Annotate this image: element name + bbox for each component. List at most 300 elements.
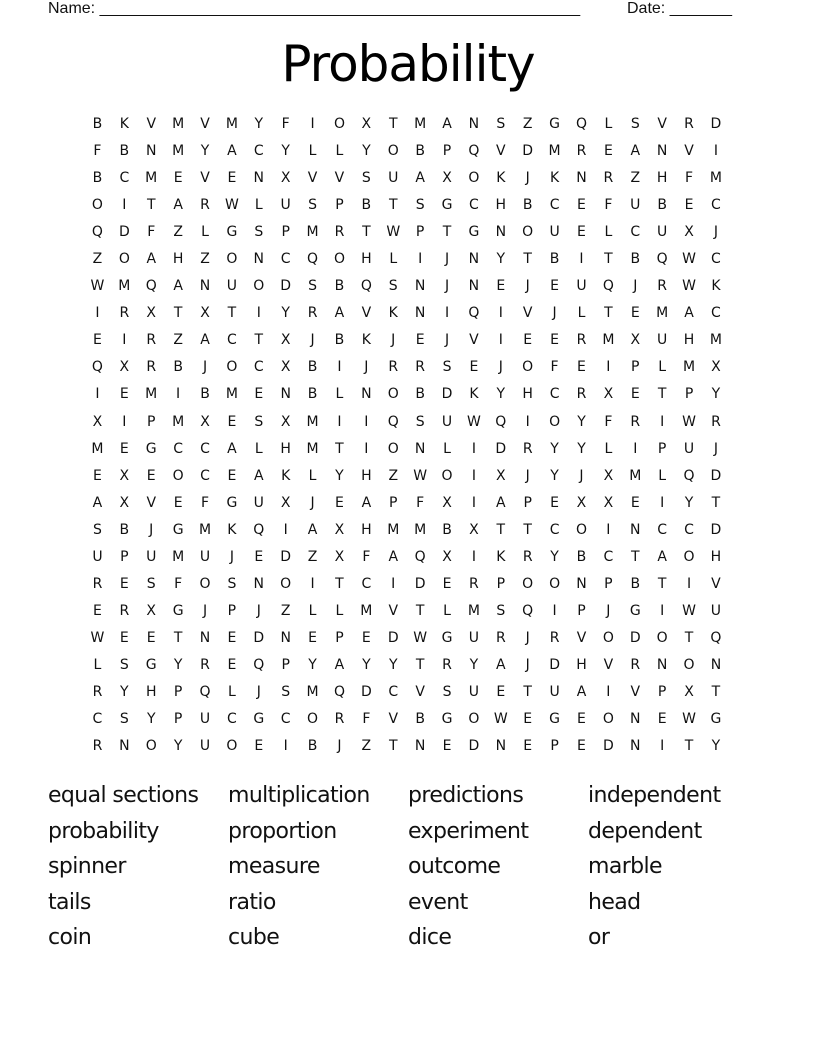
grid-cell[interactable]: I [606, 683, 611, 700]
grid-cell[interactable]: A [361, 494, 372, 511]
grid-cell[interactable]: S [227, 575, 237, 592]
grid-cell[interactable]: V [146, 116, 157, 132]
grid-cell[interactable]: J [606, 602, 611, 619]
grid-cell[interactable]: T [388, 116, 398, 132]
grid-cell[interactable]: I [471, 440, 476, 457]
grid-cell[interactable]: M [414, 116, 427, 132]
grid-cell[interactable]: I [471, 548, 476, 565]
grid-cell[interactable]: M [306, 683, 319, 700]
grid-cell[interactable]: O [549, 413, 561, 430]
grid-cell[interactable]: G [549, 116, 561, 132]
grid-cell[interactable]: D [118, 224, 130, 241]
grid-cell[interactable]: T [335, 440, 344, 457]
grid-cell[interactable]: R [684, 116, 694, 132]
grid-cell[interactable]: B [307, 738, 318, 755]
grid-cell[interactable]: M [145, 170, 158, 187]
grid-cell[interactable]: Y [281, 305, 290, 322]
grid-cell[interactable]: T [684, 738, 694, 755]
grid-cell[interactable]: U [468, 629, 480, 646]
grid-cell[interactable]: O [683, 548, 695, 565]
grid-cell[interactable]: R [334, 711, 345, 728]
grid-cell[interactable]: G [441, 629, 453, 646]
grid-cell[interactable]: Q [575, 116, 587, 132]
grid-cell[interactable]: K [711, 278, 721, 295]
grid-cell[interactable]: Y [550, 467, 559, 484]
grid-cell[interactable]: N [576, 575, 587, 592]
grid-cell[interactable]: U [226, 278, 238, 295]
grid-cell[interactable]: G [145, 440, 157, 457]
grid-cell[interactable]: N [468, 116, 480, 132]
grid-cell[interactable]: R [415, 359, 425, 376]
grid-cell[interactable]: E [496, 683, 506, 700]
grid-cell[interactable]: P [684, 386, 694, 403]
grid-cell[interactable]: H [522, 386, 533, 403]
grid-cell[interactable]: O [522, 359, 534, 376]
grid-cell[interactable]: Z [307, 548, 318, 565]
grid-cell[interactable]: E [146, 629, 156, 646]
grid-cell[interactable]: N [495, 224, 507, 241]
grid-cell[interactable]: V [388, 711, 399, 728]
grid-cell[interactable]: Z [173, 332, 183, 349]
grid-cell[interactable]: T [496, 521, 506, 538]
grid-cell[interactable]: W [682, 278, 696, 295]
grid-cell[interactable]: J [391, 332, 396, 349]
grid-cell[interactable]: J [256, 683, 261, 700]
grid-cell[interactable]: P [631, 359, 640, 376]
grid-cell[interactable]: L [658, 359, 667, 376]
grid-cell[interactable]: C [711, 251, 721, 268]
grid-cell[interactable]: N [468, 251, 480, 268]
grid-cell[interactable]: Q [683, 467, 695, 484]
grid-cell[interactable]: Q [522, 602, 534, 619]
grid-cell[interactable]: D [710, 116, 722, 132]
grid-cell[interactable]: T [173, 305, 183, 322]
grid-cell[interactable]: C [253, 359, 264, 376]
grid-cell[interactable]: M [467, 602, 480, 619]
grid-cell[interactable]: S [361, 170, 371, 187]
grid-cell[interactable]: I [471, 494, 476, 511]
grid-cell[interactable]: X [469, 521, 479, 538]
grid-cell[interactable]: E [630, 494, 640, 511]
grid-cell[interactable]: O [468, 170, 480, 187]
grid-cell[interactable]: C [200, 467, 210, 484]
grid-cell[interactable]: G [629, 602, 641, 619]
grid-cell[interactable]: G [145, 656, 157, 673]
grid-cell[interactable]: S [415, 413, 425, 430]
grid-cell[interactable]: Q [360, 278, 372, 295]
grid-cell[interactable]: R [200, 197, 210, 214]
grid-cell[interactable]: E [684, 197, 694, 214]
date-field[interactable]: Date: _______ [627, 0, 732, 17]
grid-cell[interactable]: X [603, 386, 614, 403]
grid-cell[interactable]: H [361, 467, 372, 484]
grid-cell[interactable]: O [575, 521, 587, 538]
grid-cell[interactable]: E [630, 386, 640, 403]
grid-cell[interactable]: N [253, 170, 265, 187]
grid-cell[interactable]: D [280, 278, 292, 295]
grid-cell[interactable]: C [280, 251, 291, 268]
grid-cell[interactable]: E [550, 494, 560, 511]
grid-cell[interactable]: E [630, 305, 640, 322]
grid-cell[interactable]: A [334, 305, 345, 322]
grid-cell[interactable]: M [172, 413, 185, 430]
grid-cell[interactable]: O [549, 575, 561, 592]
grid-cell[interactable]: P [415, 224, 425, 241]
grid-cell[interactable]: Q [495, 413, 507, 430]
grid-cell[interactable]: E [308, 629, 317, 646]
grid-cell[interactable]: C [280, 711, 291, 728]
grid-cell[interactable]: M [172, 116, 185, 132]
grid-cell[interactable]: E [469, 359, 479, 376]
grid-cell[interactable]: T [254, 332, 264, 349]
grid-cell[interactable]: L [335, 143, 344, 160]
grid-cell[interactable]: P [496, 575, 506, 592]
grid-cell[interactable]: D [280, 548, 292, 565]
grid-cell[interactable]: R [469, 575, 479, 592]
grid-cell[interactable]: Y [200, 143, 210, 160]
grid-cell[interactable]: S [308, 197, 318, 214]
grid-cell[interactable]: Y [308, 656, 317, 673]
grid-cell[interactable]: A [200, 332, 210, 349]
grid-cell[interactable]: V [496, 143, 506, 160]
grid-cell[interactable]: X [119, 494, 130, 511]
grid-cell[interactable]: E [523, 332, 533, 349]
grid-cell[interactable]: O [253, 278, 265, 295]
grid-cell[interactable]: N [414, 738, 426, 755]
grid-cell[interactable]: W [682, 602, 696, 619]
grid-cell[interactable]: H [495, 197, 507, 214]
grid-cell[interactable]: Q [91, 224, 103, 241]
grid-cell[interactable]: Z [522, 116, 533, 132]
grid-cell[interactable]: B [119, 143, 130, 160]
grid-cell[interactable]: P [523, 494, 532, 511]
grid-cell[interactable]: V [307, 170, 318, 187]
grid-cell[interactable]: N [656, 656, 668, 673]
grid-cell[interactable]: S [442, 683, 452, 700]
grid-cell[interactable]: O [226, 251, 238, 268]
grid-cell[interactable]: L [254, 440, 263, 457]
grid-cell[interactable]: X [280, 170, 291, 187]
grid-cell[interactable]: T [630, 548, 640, 565]
grid-cell[interactable]: Q [387, 413, 399, 430]
grid-cell[interactable]: M [602, 332, 615, 349]
grid-cell[interactable]: O [683, 656, 695, 673]
grid-cell[interactable]: I [498, 332, 503, 349]
grid-cell[interactable]: B [630, 575, 641, 592]
grid-cell[interactable]: G [172, 602, 184, 619]
grid-cell[interactable]: J [310, 332, 315, 349]
grid-cell[interactable]: P [389, 494, 398, 511]
grid-cell[interactable]: Y [173, 738, 183, 755]
grid-cell[interactable]: J [229, 548, 234, 565]
grid-cell[interactable]: A [254, 467, 264, 484]
grid-cell[interactable]: E [254, 386, 264, 403]
grid-cell[interactable]: E [93, 467, 102, 484]
grid-cell[interactable]: A [227, 143, 237, 160]
grid-cell[interactable]: T [523, 683, 532, 700]
grid-cell[interactable]: A [334, 656, 345, 673]
grid-cell[interactable]: X [442, 494, 452, 511]
grid-cell[interactable]: K [549, 170, 560, 187]
grid-cell[interactable]: B [576, 548, 587, 565]
grid-cell[interactable]: J [310, 494, 315, 511]
grid-cell[interactable]: D [710, 467, 722, 484]
grid-cell[interactable]: R [603, 170, 614, 187]
grid-cell[interactable]: G [468, 224, 480, 241]
grid-cell[interactable]: P [227, 602, 237, 619]
grid-cell[interactable]: U [549, 683, 560, 700]
grid-cell[interactable]: J [525, 170, 530, 187]
grid-cell[interactable]: C [469, 197, 479, 214]
grid-cell[interactable]: Y [362, 656, 371, 673]
grid-cell[interactable]: S [119, 656, 129, 673]
grid-cell[interactable]: Q [468, 305, 480, 322]
grid-cell[interactable]: P [335, 629, 344, 646]
grid-cell[interactable]: E [227, 656, 237, 673]
grid-cell[interactable]: G [172, 521, 184, 538]
grid-cell[interactable]: I [713, 143, 718, 160]
grid-cell[interactable]: L [604, 224, 613, 241]
grid-cell[interactable]: C [711, 305, 721, 322]
grid-cell[interactable]: K [496, 548, 506, 565]
grid-cell[interactable]: F [147, 224, 156, 241]
grid-cell[interactable]: E [93, 602, 102, 619]
grid-cell[interactable]: E [119, 440, 129, 457]
grid-cell[interactable]: U [576, 278, 587, 295]
grid-cell[interactable]: D [253, 629, 265, 646]
grid-cell[interactable]: Z [200, 251, 210, 268]
grid-cell[interactable]: T [684, 629, 694, 646]
grid-cell[interactable]: X [630, 332, 641, 349]
grid-cell[interactable]: Y [173, 656, 183, 673]
grid-cell[interactable]: Y [388, 656, 398, 673]
grid-cell[interactable]: H [280, 440, 291, 457]
grid-cell[interactable]: D [522, 143, 534, 160]
grid-cell[interactable]: W [224, 197, 239, 214]
grid-cell[interactable]: I [391, 575, 396, 592]
grid-cell[interactable]: B [307, 386, 318, 403]
grid-cell[interactable]: E [657, 711, 667, 728]
grid-cell[interactable]: N [253, 575, 265, 592]
grid-cell[interactable]: H [576, 656, 587, 673]
grid-cell[interactable]: D [629, 629, 641, 646]
grid-cell[interactable]: B [361, 197, 372, 214]
grid-cell[interactable]: K [388, 305, 398, 322]
grid-cell[interactable]: C [361, 575, 372, 592]
grid-cell[interactable]: C [119, 170, 130, 187]
grid-cell[interactable]: G [441, 197, 453, 214]
grid-cell[interactable]: J [633, 278, 638, 295]
grid-cell[interactable]: U [92, 548, 103, 565]
grid-cell[interactable]: N [119, 738, 130, 755]
grid-cell[interactable]: C [200, 440, 210, 457]
grid-cell[interactable]: L [201, 224, 209, 241]
grid-cell[interactable]: E [442, 575, 452, 592]
grid-cell[interactable]: A [146, 251, 157, 268]
grid-cell[interactable]: N [468, 278, 480, 295]
grid-cell[interactable]: W [493, 711, 508, 728]
grid-cell[interactable]: R [576, 332, 587, 349]
grid-cell[interactable]: H [361, 251, 372, 268]
grid-cell[interactable]: U [199, 711, 211, 728]
grid-cell[interactable]: F [362, 711, 371, 728]
grid-cell[interactable]: I [337, 359, 342, 376]
grid-cell[interactable]: Y [496, 386, 506, 403]
grid-cell[interactable]: M [306, 440, 319, 457]
grid-cell[interactable]: T [388, 197, 398, 214]
grid-cell[interactable]: A [415, 170, 425, 187]
grid-cell[interactable]: E [603, 143, 613, 160]
grid-cell[interactable]: J [525, 467, 530, 484]
grid-cell[interactable]: X [442, 170, 452, 187]
grid-cell[interactable]: B [415, 386, 425, 403]
grid-cell[interactable]: U [657, 332, 668, 349]
grid-cell[interactable]: I [122, 197, 127, 214]
grid-cell[interactable]: E [361, 629, 371, 646]
grid-cell[interactable]: B [173, 359, 183, 376]
grid-cell[interactable]: B [415, 711, 425, 728]
grid-cell[interactable]: U [146, 548, 157, 565]
grid-cell[interactable]: D [710, 521, 722, 538]
grid-cell[interactable]: U [199, 548, 211, 565]
grid-cell[interactable]: Q [91, 359, 103, 376]
grid-cell[interactable]: E [227, 170, 237, 187]
grid-cell[interactable]: E [523, 738, 533, 755]
grid-cell[interactable]: P [335, 197, 344, 214]
grid-cell[interactable]: N [414, 440, 426, 457]
grid-cell[interactable]: W [682, 711, 696, 728]
grid-cell[interactable]: X [119, 467, 130, 484]
grid-cell[interactable]: C [549, 197, 560, 214]
grid-cell[interactable]: V [657, 116, 667, 132]
grid-cell[interactable]: W [682, 251, 696, 268]
grid-cell[interactable]: M [414, 521, 427, 538]
grid-cell[interactable]: D [468, 738, 480, 755]
grid-cell[interactable]: S [496, 116, 506, 132]
grid-cell[interactable]: R [495, 629, 506, 646]
grid-cell[interactable]: T [173, 629, 183, 646]
grid-cell[interactable]: V [200, 170, 210, 187]
grid-cell[interactable]: L [308, 143, 317, 160]
grid-cell[interactable]: D [360, 683, 372, 700]
grid-cell[interactable]: S [496, 602, 506, 619]
grid-cell[interactable]: Q [602, 278, 614, 295]
grid-cell[interactable]: D [441, 386, 453, 403]
grid-cell[interactable]: B [92, 116, 103, 132]
grid-cell[interactable]: B [92, 170, 103, 187]
grid-cell[interactable]: I [579, 251, 584, 268]
grid-cell[interactable]: I [660, 494, 665, 511]
grid-cell[interactable]: H [710, 548, 722, 565]
grid-cell[interactable]: J [525, 656, 530, 673]
grid-cell[interactable]: A [576, 683, 587, 700]
grid-cell[interactable]: N [199, 278, 211, 295]
grid-cell[interactable]: Y [577, 440, 586, 457]
grid-cell[interactable]: E [119, 386, 129, 403]
grid-cell[interactable]: V [711, 575, 721, 592]
grid-cell[interactable]: P [550, 738, 559, 755]
grid-cell[interactable]: Q [414, 548, 426, 565]
grid-cell[interactable]: O [145, 738, 157, 755]
grid-cell[interactable]: O [602, 629, 614, 646]
grid-cell[interactable]: O [333, 116, 345, 132]
grid-cell[interactable]: Q [307, 251, 319, 268]
grid-cell[interactable]: R [522, 548, 533, 565]
grid-cell[interactable]: R [630, 656, 641, 673]
grid-cell[interactable]: P [604, 575, 613, 592]
grid-cell[interactable]: S [119, 711, 129, 728]
grid-cell[interactable]: B [334, 332, 345, 349]
grid-cell[interactable]: C [388, 683, 399, 700]
grid-cell[interactable]: C [630, 224, 641, 241]
grid-cell[interactable]: A [657, 548, 667, 565]
grid-cell[interactable]: G [549, 711, 561, 728]
grid-cell[interactable]: H [361, 521, 372, 538]
grid-cell[interactable]: J [444, 251, 450, 268]
grid-cell[interactable]: A [684, 305, 694, 322]
grid-cell[interactable]: M [548, 143, 561, 160]
grid-cell[interactable]: H [656, 170, 668, 187]
grid-cell[interactable]: A [173, 278, 183, 295]
grid-cell[interactable]: R [388, 359, 399, 376]
grid-cell[interactable]: A [496, 494, 506, 511]
grid-cell[interactable]: U [549, 224, 560, 241]
grid-cell[interactable]: O [307, 711, 319, 728]
grid-cell[interactable]: N [630, 711, 641, 728]
grid-cell[interactable]: E [146, 467, 156, 484]
grid-cell[interactable]: E [173, 170, 183, 187]
grid-cell[interactable]: O [522, 575, 534, 592]
grid-cell[interactable]: J [552, 305, 557, 322]
grid-cell[interactable]: R [522, 440, 533, 457]
grid-cell[interactable]: N [280, 629, 291, 646]
grid-cell[interactable]: B [415, 143, 425, 160]
grid-cell[interactable]: Y [254, 116, 264, 132]
grid-cell[interactable]: C [92, 711, 103, 728]
grid-cell[interactable]: T [604, 251, 613, 268]
grid-cell[interactable]: Z [361, 738, 372, 755]
grid-cell[interactable]: V [200, 116, 210, 132]
grid-cell[interactable]: X [442, 548, 452, 565]
grid-cell[interactable]: J [713, 440, 718, 457]
grid-cell[interactable]: T [388, 738, 398, 755]
grid-cell[interactable]: Q [333, 683, 345, 700]
grid-cell[interactable]: E [577, 224, 586, 241]
grid-cell[interactable]: E [415, 332, 425, 349]
grid-cell[interactable]: A [496, 656, 506, 673]
grid-cell[interactable]: V [576, 629, 587, 646]
grid-cell[interactable]: F [604, 197, 613, 214]
grid-cell[interactable]: I [176, 386, 181, 403]
grid-cell[interactable]: V [684, 143, 694, 160]
grid-cell[interactable]: B [549, 251, 560, 268]
grid-cell[interactable]: Y [550, 440, 559, 457]
grid-cell[interactable]: S [93, 521, 102, 538]
grid-cell[interactable]: W [413, 629, 428, 646]
grid-cell[interactable]: G [226, 494, 238, 511]
grid-cell[interactable]: E [577, 197, 586, 214]
grid-cell[interactable]: P [173, 711, 183, 728]
grid-cell[interactable]: X [334, 548, 345, 565]
grid-cell[interactable]: I [444, 305, 450, 322]
grid-cell[interactable]: M [360, 602, 373, 619]
grid-cell[interactable]: T [523, 521, 532, 538]
grid-cell[interactable]: U [630, 197, 641, 214]
grid-cell[interactable]: L [254, 197, 263, 214]
grid-cell[interactable]: C [253, 143, 264, 160]
grid-cell[interactable]: I [364, 413, 369, 430]
grid-cell[interactable]: J [337, 738, 342, 755]
